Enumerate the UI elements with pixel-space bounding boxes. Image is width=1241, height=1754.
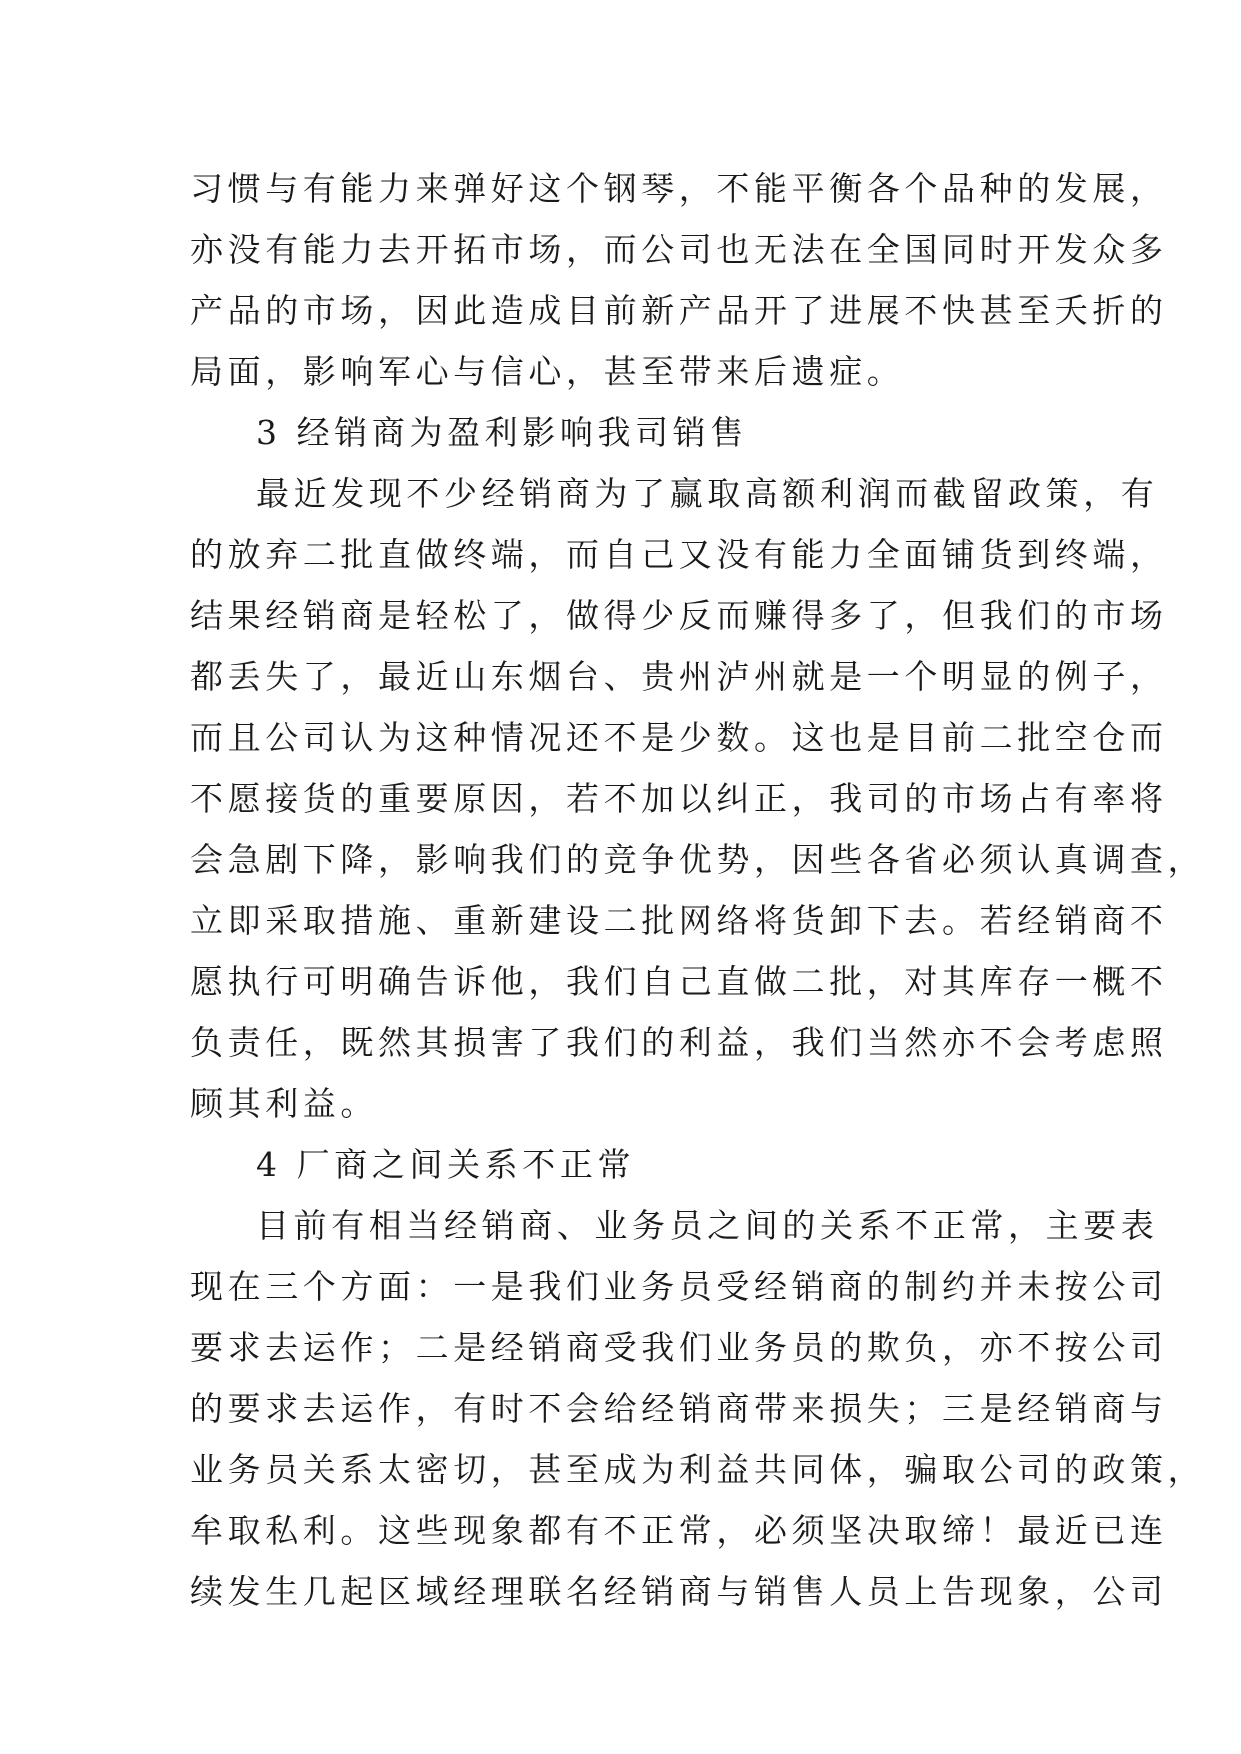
section-heading: 3 经销商为盈利影响我司销售 [256,413,748,452]
text-line: 的放弃二批直做终端，而自己又没有能力全面铺货到终端， [190,535,1168,574]
text-line: 产品的市场，因此造成目前新产品开了进展不快甚至夭折的 [190,291,1168,330]
text-line: 现在三个方面：一是我们业务员受经销商的制约并未按公司 [190,1267,1168,1306]
text-line: 结果经销商是轻松了，做得少反而赚得多了，但我们的市场 [190,596,1168,635]
text-line: 目前有相当经销商、业务员之间的关系不正常，主要表 [256,1206,1159,1245]
text-line: 亦没有能力去开拓市场，而公司也无法在全国同时开发众多 [190,230,1168,269]
text-line: 最近发现不少经销商为了赢取高额利润而截留政策，有 [256,474,1159,513]
text-line: 习惯与有能力来弹好这个钢琴，不能平衡各个品种的发展， [190,169,1168,208]
text-line: 的要求去运作，有时不会给经销商带来损失；三是经销商与 [190,1389,1168,1428]
text-line: 立即采取措施、重新建设二批网络将货卸下去。若经销商不 [190,901,1168,940]
text-line: 会急剧下降，影响我们的竞争优势，因些各省必须认真调查， [190,840,1206,879]
text-line: 不愿接货的重要原因，若不加以纠正，我司的市场占有率将 [190,779,1168,818]
section-heading: 4 厂商之间关系不正常 [256,1145,636,1184]
text-line: 牟取私利。这些现象都有不正常，必须坚决取缔！最近已连 [190,1511,1168,1550]
text-line: 愿执行可明确告诉他，我们自己直做二批，对其库存一概不 [190,962,1168,1001]
text-line: 负责任，既然其损害了我们的利益，我们当然亦不会考虑照 [190,1023,1168,1062]
text-line: 续发生几起区域经理联名经销商与销售人员上告现象，公司 [190,1572,1168,1611]
text-line: 局面，影响军心与信心，甚至带来后遗症。 [190,352,905,391]
body-text [190,158,1206,1622]
text-line: 而且公司认为这种情况还不是少数。这也是目前二批空仓而 [190,718,1168,757]
text-line: 都丢失了，最近山东烟台、贵州泸州就是一个明显的例子， [190,657,1168,696]
text-line: 要求去运作；二是经销商受我们业务员的欺负，亦不按公司 [190,1328,1168,1367]
text-line: 顾其利益。 [190,1084,378,1123]
text-line: 业务员关系太密切，甚至成为利益共同体，骗取公司的政策， [190,1450,1206,1489]
